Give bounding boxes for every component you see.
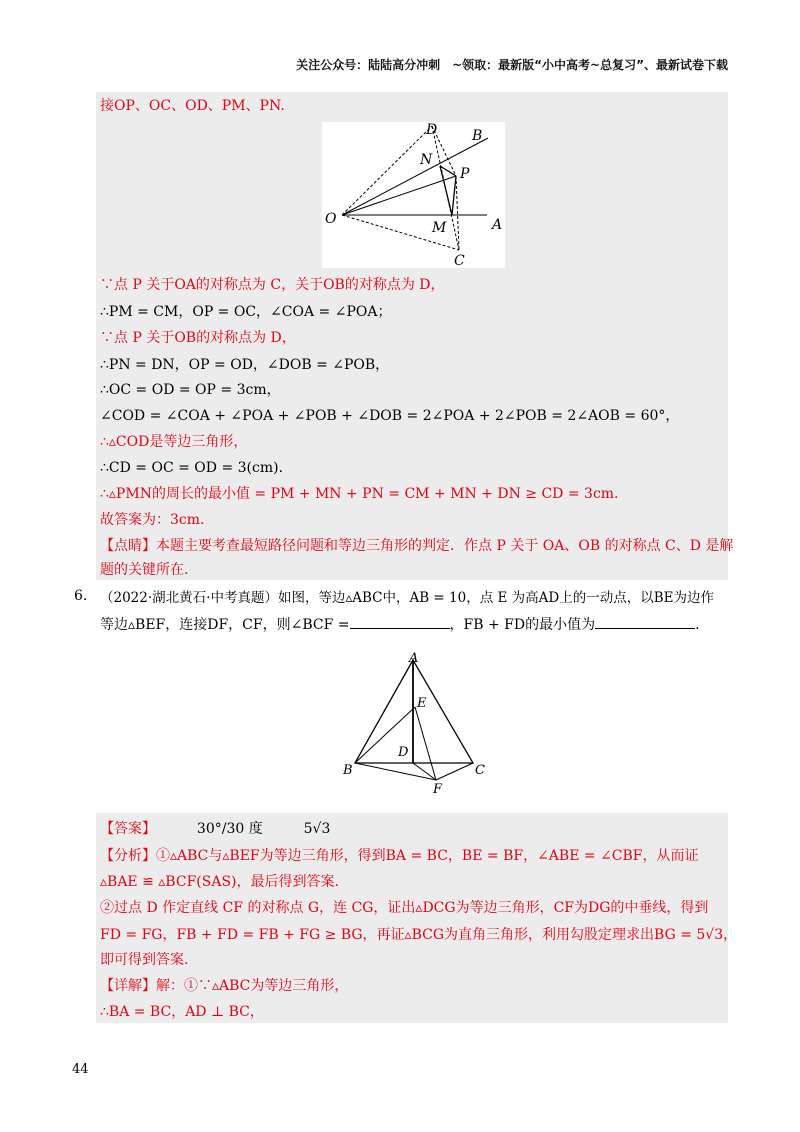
detail-line: 【详解】解：①∵▵ABC为等边三角形， [100,978,349,994]
label-E: E [417,696,427,711]
label-C: C [454,253,465,268]
label-N: N [420,152,433,168]
label-B: B [343,763,353,778]
label-C: C [475,763,485,778]
question-line-blanks: 等边▵BEF，连接DF，CF，则∠BCF = ，FB + FD的最小值为 . [100,614,700,635]
label-D: D [426,122,438,138]
label-B: B [472,128,483,144]
detail-line: ∴BA = BC，AD ⊥ BC， [100,1004,264,1020]
figure-reflection [322,122,505,268]
label-F: F [433,782,443,797]
figure-reflection-svg [322,122,505,268]
label-A: A [492,217,503,233]
analysis-line: FD = FG，FB + FD = FB + FG ≥ BG，再证▵BCG为直角三角形，利用勾股定理求出BG = 5√3， [100,927,738,943]
answer-blank-2[interactable] [595,614,695,629]
solution-line: ∴OC = OD = OP = 3cm， [100,382,281,398]
solution-line: ∴CD = OC = OD = 3(cm). [100,460,284,476]
solution-line: ∵点 P 关于OA的对称点为 C，关于OB的对称点为 D， [100,277,445,293]
figure-equilateral-svg [340,650,490,800]
solution-line: ∴PM = CM，OP = OC，∠COA = ∠POA； [100,304,392,320]
label-P: P [460,166,470,182]
label-A: A [409,651,419,666]
analysis-line: ▵BAE ≌ ▵BCF(SAS)，最后得到答案. [100,874,339,890]
answer-blank-1[interactable] [350,614,450,629]
label-D: D [398,745,409,760]
page-number: 44 [72,1062,89,1077]
label-O: O [325,211,337,227]
question-number: 6. [74,588,88,604]
solution-line-connect: 接OP、OC、OD、PM、PN. [100,98,285,114]
key-point-line: 题的关键所在. [100,562,189,578]
analysis-line: 【分析】①▵ABC与▵BEF为等边三角形，得到BA = BC，BE = BF，∠ABE = ∠CBF，从而证 [100,848,699,864]
answer-line: 【答案】 30°/30 度 5√3 [100,821,331,837]
answer-value-1: 30°/30 度 [196,821,263,837]
label-M: M [432,220,447,236]
solution-line: 故答案为：3cm. [100,512,205,528]
page-header: 关注公众号：陆陆高分冲刺 ~领取：最新版“小中高考~总复习”、最新试卷下载 [296,58,728,72]
solution-line: ∠COD = ∠COA + ∠POA + ∠POB + ∠DOB = 2∠POA + 2∠POB = 2∠AOB = 60°， [100,408,680,424]
key-point-line: 【点睛】本题主要考查最短路径问题和等边三角形的判定．作点 P 关于 OA、OB 的对称点 C、D 是解 [100,538,734,554]
analysis-line: ②过点 D 作定直线 CF 的对称点 G，连 CG，证出▵DCG为等边三角形，CF为DG的中垂线，得到 [100,900,709,916]
solution-line: ∵点 P 关于OB的对称点为 D， [100,330,296,346]
answer-value-2: 5√3 [303,821,331,837]
solution-line: ∴▵PMN的周长的最小值 = PM + MN + PN = CM + MN + DN ≥ CD = 3cm. [100,486,619,502]
question-line: （2022·湖北黄石·中考真题）如图，等边▵ABC中，AB = 10，点 E 为高AD上的一动点，以BE为边作 [100,590,714,606]
analysis-line: 即可得到答案. [100,952,189,968]
solution-line: ∴▵COD是等边三角形， [100,434,248,450]
solution-line: ∴PN = DN，OP = OD，∠DOB = ∠POB， [100,357,390,373]
figure-equilateral [340,650,490,800]
